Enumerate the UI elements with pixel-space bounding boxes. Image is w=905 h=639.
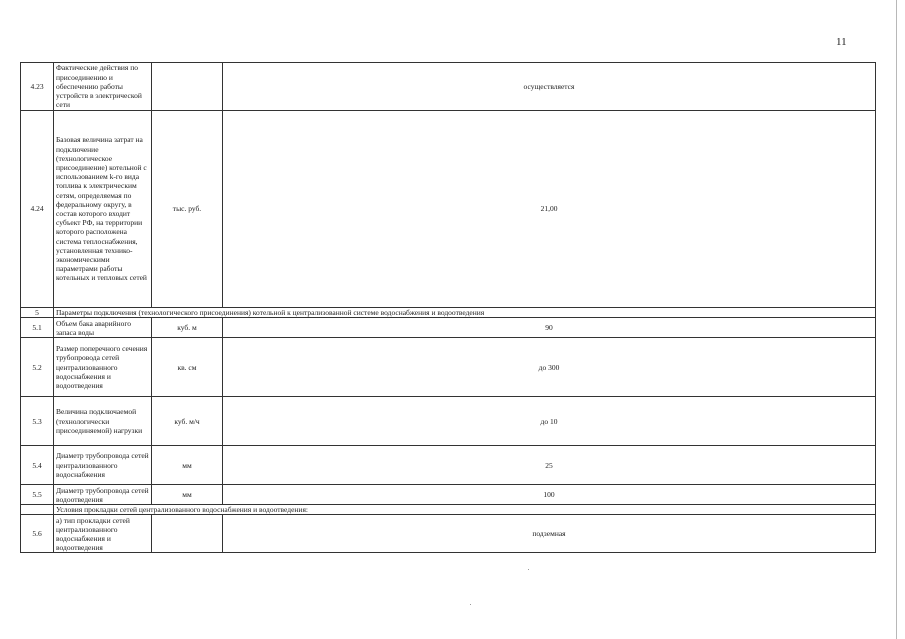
parameter-name: Фактические действия по присоединению и обеспечению работы устройств в электрической сети [54,63,152,111]
parameter-name: Объем бака аварийного запаса воды [54,318,152,338]
table-row [21,397,876,446]
row-number: 5.1 [21,318,54,338]
row-number: 5.5 [21,485,54,505]
section-row [21,505,876,515]
page-number: 11 [836,36,847,48]
row-number: 5 [21,308,54,318]
value-cell: 90 [223,318,876,338]
section-title: Параметры подключения (технологического присоединения) котельной к централизованной системе водоснабжения и водоотведения [54,308,876,318]
parameter-name: Размер поперечного сечения трубопровода сетей централизованного водоснабжения и водоотведения [54,338,152,397]
parameter-name: Диаметр трубопровода сетей централизованного водоснабжения [54,446,152,485]
table-row [21,446,876,485]
page-edge-line [896,0,897,639]
unit-cell [152,515,223,553]
table-row [21,111,876,308]
row-number: 5.3 [21,397,54,446]
parameter-name: Диаметр трубопровода сетей водоотведения [54,485,152,505]
value-cell: 25 [223,446,876,485]
unit-cell [152,63,223,111]
value-cell: подземная [223,515,876,553]
table-row [21,515,876,553]
value-cell: осуществляется [223,63,876,111]
section-row [21,308,876,318]
table-row [21,63,876,111]
value-cell: 21,00 [223,111,876,308]
parameter-name: а) тип прокладки сетей централизованного водоснабжения и водоотведения [54,515,152,553]
row-number [21,505,54,515]
unit-cell: мм [152,485,223,505]
table-row [21,318,876,338]
unit-cell: тыс. руб. [152,111,223,308]
unit-cell: мм [152,446,223,485]
scan-speck [528,569,529,570]
unit-cell: кв. см [152,338,223,397]
unit-cell: куб. м/ч [152,397,223,446]
unit-cell: куб. м [152,318,223,338]
row-number: 4.23 [21,63,54,111]
section-title: Условия прокладки сетей централизованного водоснабжения и водоотведения: [54,505,876,515]
parameters-table [20,62,876,553]
row-number: 4.24 [21,111,54,308]
table-row [21,485,876,505]
value-cell: до 300 [223,338,876,397]
scan-speck [470,604,471,605]
row-number: 5.2 [21,338,54,397]
parameter-name: Базовая величина затрат на подключение (технологическое присоединение) котельной с использованием k-го вида топлива к электрическим сетям, определяемая по федеральному округу, в состав которого входит субъект РФ, на территории которого расположена система теплоснабжения, установленная технико-экономическими параметрами работы котельных и тепловых сетей [54,111,152,308]
parameter-name: Величина подключаемой (технологически присоединяемой) нагрузки [54,397,152,446]
row-number: 5.6 [21,515,54,553]
table-row [21,338,876,397]
value-cell: до 10 [223,397,876,446]
value-cell: 100 [223,485,876,505]
row-number: 5.4 [21,446,54,485]
